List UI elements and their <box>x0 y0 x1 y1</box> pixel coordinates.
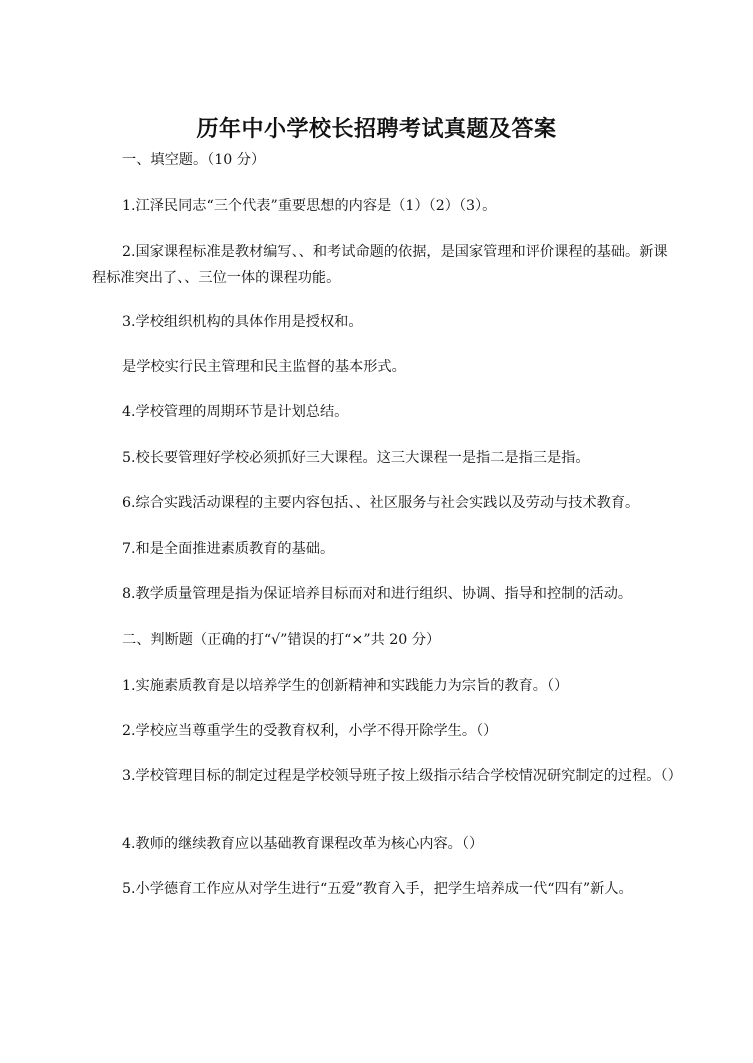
section-heading-fill-blank: 一、填空题。（10 分） <box>122 152 266 168</box>
fill-blank-question-3-cont: 是学校实行民主管理和民主监督的基本形式。 <box>122 359 406 375</box>
true-false-question-5: 5.小学德育工作应从对学生进行“五爱”教育入手，把学生培养成一代“四有”新人。 <box>122 881 633 897</box>
section-heading-true-false: 二、判断题（正确的打“√”错误的打“×”共 20 分） <box>122 632 441 648</box>
fill-blank-question-6: 6.综合实践活动课程的主要内容包括、、社区服务与社会实践以及劳动与技术教育。 <box>122 495 640 511</box>
document-title: 历年中小学校长招聘考试真题及答案 <box>196 116 557 142</box>
fill-blank-question-7: 7.和是全面推进素质教育的基础。 <box>122 541 335 557</box>
fill-blank-question-5: 5.校长要管理好学校必须抓好三大课程。这三大课程一是指二是指三是指。 <box>122 450 590 466</box>
fill-blank-question-4: 4.学校管理的周期环节是计划总结。 <box>122 404 349 420</box>
true-false-question-1: 1.实施素质教育是以培养学生的创新精神和实践能力为宗旨的教育。（） <box>122 678 569 694</box>
true-false-question-4: 4.教师的继续教育应以基础教育课程改革为核心内容。（） <box>122 836 484 852</box>
true-false-question-2: 2.学校应当尊重学生的受教育权利，小学不得开除学生。（） <box>122 723 498 739</box>
fill-blank-question-8: 8.教学质量管理是指为保证培养目标而对和进行组织、协调、指导和控制的活动。 <box>122 586 633 602</box>
fill-blank-question-1: 1.江泽民同志“三个代表”重要思想的内容是（1）（2）（3）。 <box>122 198 497 214</box>
fill-blank-question-2: 2.国家课程标准是教材编写、、和考试命题的依据，是国家管理和评价课程的基础。新课程标准突出了、、三位一体的课程功能。 <box>92 244 668 286</box>
true-false-question-3: 3.学校管理目标的制定过程是学校领导班子按上级指示结合学校情况研究制定的过程。（） <box>122 768 682 784</box>
fill-blank-question-3: 3.学校组织机构的具体作用是授权和。 <box>122 314 363 330</box>
